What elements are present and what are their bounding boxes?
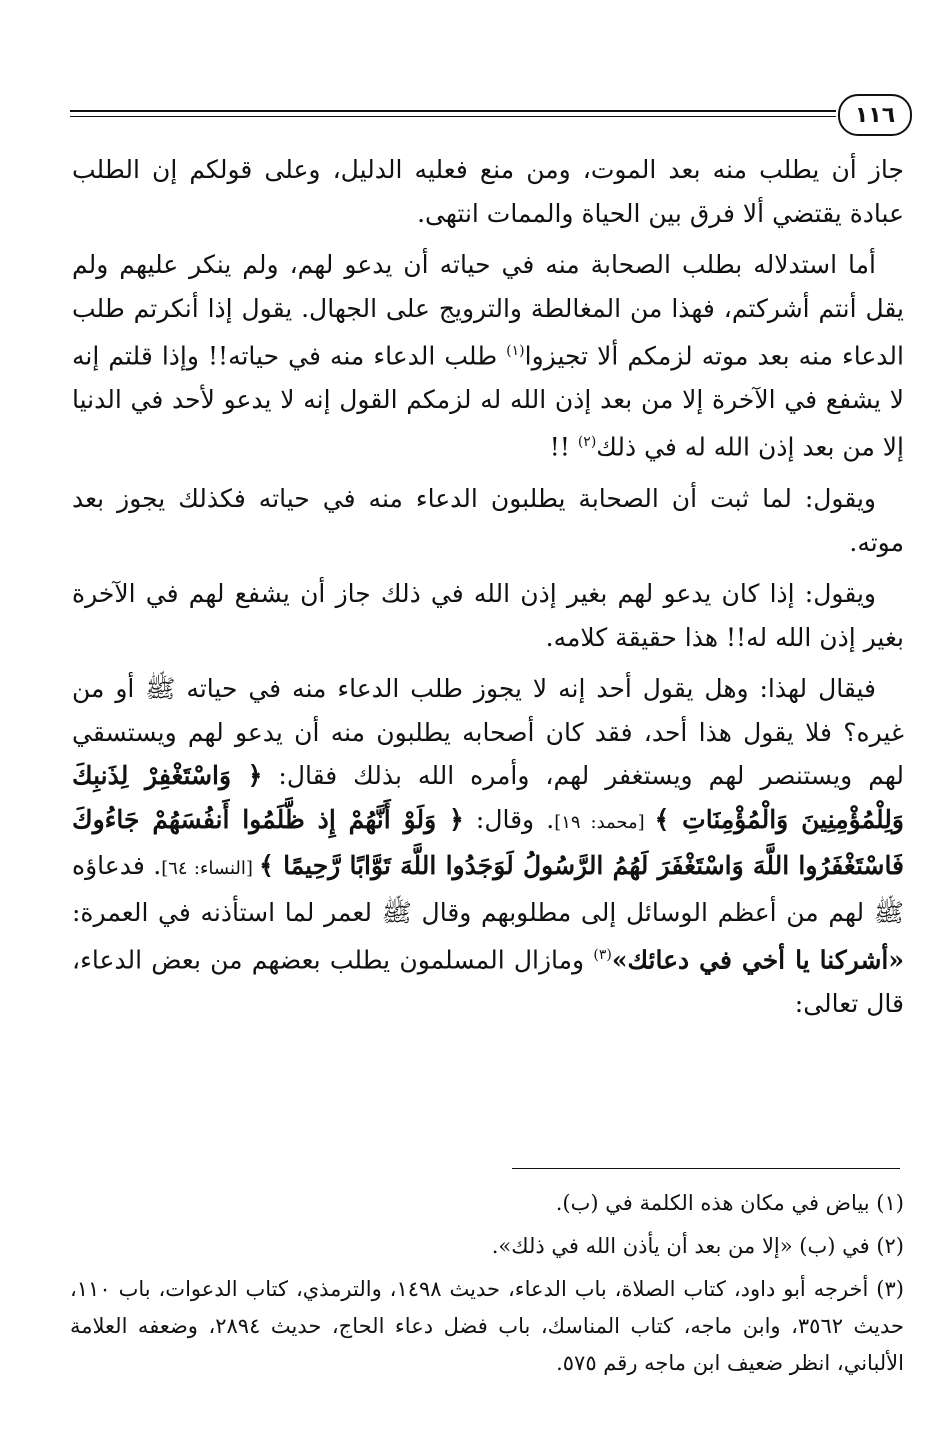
verse-reference-2: [النساء: ٦٤]: [161, 858, 260, 880]
verse-reference-1: [محمد: ١٩]: [554, 811, 655, 833]
paragraph-5: [72, 667, 904, 1025]
hadith-quote: «أشركنا يا أخي في دعائك»: [611, 945, 905, 975]
paragraph-1: جاز أن يطلب منه بعد الموت، ومن منع فعليه الدليل، وعلى قولكم إن الطلب عبادة يقتضي ألا فرق بين الحياة والممات انتهى.: [72, 155, 904, 228]
quran-verse-1: ﴿ وَاسْتَغْفِرْ لِذَنبِكَ وَلِلْمُؤْمِنِينَ وَالْمُؤْمِنَاتِ ﴾: [72, 761, 904, 834]
paragraph-5-part-a: فيقال لهذا: وهل يقول أحد إنه لا يجوز طلب الدعاء منه في حياته ﷺ أو من غيره؟ فلا يقول هذا أحد، فقد كان أصحابه يطلبون منه أن يدعو لهم ويستسقي لهم ويستنصر لهم ويستغفر لهم، وأمره الله بذلك فقال:: [72, 674, 904, 791]
footnote-1: (١) بياض في مكان هذه الكلمة في (ب).: [555, 1191, 904, 1215]
paragraph-2: [72, 243, 904, 469]
paragraph-3: ويقول: لما ثبت أن الصحابة يطلبون الدعاء منه في حياته فكذلك يجوز بعد موته.: [72, 484, 904, 557]
header-rule: [70, 110, 836, 112]
page-header: [70, 92, 912, 140]
footnote-ref-2[interactable]: (٢): [577, 434, 597, 451]
header-rule-thin: [70, 116, 836, 117]
footnotes: [70, 1185, 904, 1388]
paragraph-5-part-c: . فدعاؤه ﷺ لهم من أعظم الوسائل إلى مطلوبهم وقال ﷺ لعمر لما استأذنه في العمرة:: [72, 851, 904, 927]
paragraph-2-part-a: أما استدلاله بطلب الصحابة منه في حياته أن يدعو لهم، ولم ينكر عليهم ولم يقل أنتم أشركتم، فهذا من المغالطة والترويج على الجهال. يقول إذا أنكرتم طلب الدعاء منه بعد موته لزمكم ألا تجيزوا: [72, 250, 904, 371]
footnote-ref-3[interactable]: (٣): [593, 947, 612, 964]
footnote-3: (٣) أخرجه أبو داود، كتاب الصلاة، باب الدعاء، حديث ١٤٩٨، والترمذي، كتاب الدعوات، باب ١١٠، حديث ٣٥٦٢، وابن ماجه، كتاب المناسك، باب فضل دعاء الحاج، حديث ٢٨٩٤، وضعفه العلامة الألباني، انظر ضعيف ابن ماجه رقم ٥٧٥.: [70, 1277, 905, 1375]
footnote-ref-1[interactable]: (١): [506, 343, 525, 359]
footnote-2: (٢) في (ب) «إلا من بعد أن يأذن الله في ذلك».: [491, 1234, 904, 1258]
paragraph-4: ويقول: إذا كان يدعو لهم بغير إذن الله في ذلك جاز أن يشفع لهم في الآخرة بغير إذن الله له!! هذا حقيقة كلامه.: [72, 579, 904, 652]
quran-verse-2: ﴿ وَلَوْ أَنَّهُمْ إِذ ظَّلَمُوا أَنفُسَهُمْ جَاءُوكَ فَاسْتَغْفَرُوا اللَّهَ وَاسْتَغْفَرَ لَهُمُ الرَّسُولُ لَوَجَدُوا اللَّهَ تَوَّابًا رَّحِيمًا ﴾: [72, 804, 905, 881]
paragraph-5-part-d: ومازال المسلمون يطلب بعضهم من بعض الدعاء، قال تعالى:: [72, 945, 904, 1018]
paragraph-2-part-c: !!: [549, 432, 578, 462]
paragraph-2-part-b: طلب الدعاء منه في حياته!! وإذا قلتم إنه لا يشفع في الآخرة إلا من بعد إذن الله له لزمكم القول إنه لا يدعو لأحد في الدنيا إلا من بعد إذن الله له في ذلك: [72, 341, 904, 462]
paragraph-5-part-b: . وقال:: [463, 804, 555, 834]
footnote-separator: [512, 1168, 900, 1169]
page-number: ١١٦: [838, 94, 912, 136]
main-text: [72, 148, 904, 1033]
